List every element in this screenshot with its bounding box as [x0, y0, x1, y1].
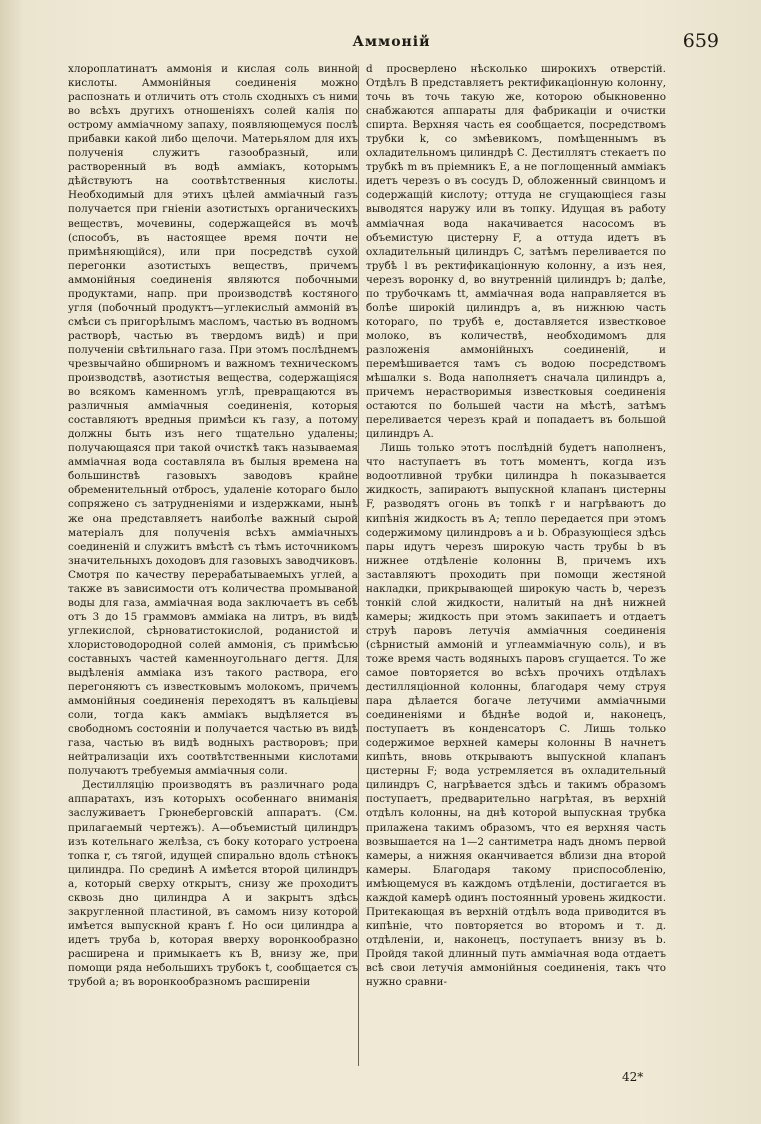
page-number: 659 [682, 30, 719, 52]
paragraph: d просверлено нѣсколько широкихъ отверстій. Отдѣлъ B представляетъ ректификаціонную колонну, точь въ точь такую же, которою обыкновенно снабжаются аппараты для фабрикаціи и очистки спирта. Верхняя часть ея сообщается, посредствомъ трубки k, со змѣевикомъ, помѣщеннымъ въ охладительномъ цилиндрѣ C. Дестиллятъ стекаетъ по трубкѣ m въ пріемникъ E, а не поглощенный аммiакъ идетъ черезъ o въ сосудъ D, обложенный свинцомъ и содержащій кислоту; оттуда не сгущающіеся газы выводятся наружу или въ топку. Идущая въ работу аммiачная вода накачивается насосомъ въ объемистую цистерну F, а оттуда идетъ въ охладительный цилиндръ C, затѣмъ переливается по трубѣ l въ ректификаціонную колонну, а изъ нея, черезъ воронку d, во внутренній цилиндръ b; далѣе, по трубочкамъ tt, аммiачная вода направляется въ болѣе широкій цилиндръ a, въ нижнюю часть котораго, по трубѣ e, доставляется известковое молоко, въ количествѣ, необходимомъ для разложенія аммонійныхъ соединеній, и перемѣшивается тамъ съ водою посредствомъ мѣшалки s. Вода наполняетъ сначала цилиндръ a, причемъ нерастворимыя известковыя соединенія остаются по большей части на мѣстѣ, затѣмъ переливается черезъ край и попадаетъ въ большой цилиндръ A. [366, 63, 666, 441]
left-column [68, 62, 358, 989]
page-title: Аммоній [352, 34, 431, 50]
running-head [64, 30, 719, 54]
signature-mark: 42* [622, 1070, 644, 1084]
column-divider [358, 66, 359, 1066]
right-column [366, 62, 666, 989]
paragraph: хлороплатинатъ аммонія и кислая соль винной кислоты. Аммонійныя соединенія можно распознать и отличить отъ столь сходныхъ съ ними во всѣхъ другихъ отношеніяхъ солей калія по острому аммiачному запаху, появляющемуся послѣ прибавки какой либо щелочи. Матерьялом для ихъ полученія служитъ газообразный, или растворенный въ водѣ аммiакъ, которымъ дѣйствуютъ на соотвѣтственныя кислоты. Необходимый для этихъ цѣлей аммiачный газъ получается при гніеніи азотистыхъ органическихъ веществъ, мочевины, содержащейся въ мочѣ (способъ, въ настоящее время почти не примѣняющійся), или при посредствѣ сухой перегонки азотистыхъ веществъ, причемъ аммонійныя соединенія являются побочными продуктами, напр. при производствѣ костяного угля (побочный продуктъ—углекислый аммоній въ смѣси съ пригорѣлымъ масломъ, частью въ водномъ растворѣ, частью въ твердомъ видѣ) и при полученіи свѣтильнаго газа. При этомъ послѣднемъ чрезвычайно обширномъ и важномъ техническомъ производствѣ, азотистыя вещества, содержащіяся во всякомъ каменномъ углѣ, превращаются въ различныя аммiачныя соединенія, которыя составляютъ вредныя примѣси къ газу, а потому должны быть изъ него тщательно удалены; получающаяся при такой очисткѣ такъ называемая аммiачная вода составляла въ былыя времена на большинствѣ газовыхъ заводовъ крайне обременительный отбросъ, удаленіе котораго было сопряжено съ затрудненіями и издержками, нынѣ же она представляетъ наиболѣе важный сырой матеріалъ для полученія всѣхъ аммiачныхъ соединеній и служитъ вмѣстѣ съ тѣмъ источникомъ значительныхъ доходовъ для газовыхъ заводчиковъ. Смотря по качеству перерабатываемыхъ углей, а также въ зависимости отъ количества промываной воды для газа, аммiачная вода заключаетъ въ себѣ отъ 3 до 15 граммовъ аммiака на литръ, въ видѣ углекислой, сѣрноватистокислой, роданистой и хлористоводородной солей аммонія, съ примѣсью составныхъ частей каменноугольнаго дегтя. Для выдѣленія аммiака изъ такого раствора, его перегоняютъ съ известковымъ молокомъ, причемъ аммонійныя соединенія переходятъ въ кальціевы соли, тогда какъ аммiакъ выдѣляется въ свободномъ состояніи и получается частью въ видѣ газа, частью въ видѣ водныхъ растворовъ; при нейтрализаціи ихъ соотвѣтственными кислотами получаютъ требуемыя аммiачныя соли. [68, 63, 358, 778]
paragraph: Лишь только этотъ послѣдній будетъ наполненъ, что наступаетъ въ тотъ моментъ, когда изъ водоотливной трубки цилиндра h показывается жидкость, запираютъ выпускной клапанъ цистерны F, разводятъ огонь въ топкѣ r и нагрѣваютъ до кипѣнія жидкость въ A; тепло передается при этомъ содержимому цилиндровъ a и b. Образующіеся здѣсь пары идутъ черезъ широкую часть трубы b въ нижнее отдѣленіе колонны B, причемъ ихъ заставляютъ проходить при помощи жестяной накладки, прикрывающей широкую часть b, черезъ тонкій слой жидкости, налитый на днѣ нижней камеры; жидкость при этомъ закипаетъ и отдаетъ струѣ паровъ летучія аммiачныя соединенія (сѣрнистый аммоній и углеаммiачную соль), и въ тоже время часть водяныхъ паровъ сгущается. То же самое повторяется во всѣхъ прочихъ отдѣлахъ дестилляціонной колонны, благодаря чему струя пара дѣлается богаче летучими аммiачными соединеніями и бѣднѣе водой и, наконецъ, поступаетъ въ конденсаторъ C. Лишь только содержимое верхней камеры колонны B начнетъ кипѣть, вновь открываютъ выпускной клапанъ цистерны F; вода устремляется въ охладительный цилиндръ C, нагрѣвается здѣсь и такимъ образомъ поступаетъ, предварительно нагрѣтая, въ верхній отдѣлъ колонны, на днѣ которой выпускная трубка прилажена такимъ образомъ, что ея верхняя часть возвышается на 1—2 сантиметра надъ дномъ первой камеры, а нижняя оканчивается вблизи дна второй камеры. Благодаря такому приспособленію, имѣющемуся въ каждомъ отдѣленіи, достигается въ каждой камерѣ одинъ постоянный уровень жидкости. Притекающая въ верхній отдѣлъ вода приводится въ кипѣніе, что повторяется во второмъ и т. д. отдѣленіи, и, наконецъ, поступаетъ внизу въ b. Пройдя такой длинный путь аммiачная вода отдаетъ всѣ свои летучія аммонійныя соединенія, такъ что нужно сравни- [366, 442, 666, 989]
paragraph: Дестилляцію производятъ въ различнаго рода аппаратахъ, изъ которыхъ особеннаго вниманія заслуживаетъ Грюнеберговскій аппаратъ. (См. прилагаемый чертежъ). А—объемистый цилиндръ изъ котельнаго желѣза, съ боку котораго устроена топка r, съ тягой, идущей спирально вдоль стѣнокъ цилиндра. По срединѣ А имѣется второй цилиндръ a, который сверху открытъ, снизу же проходитъ сквозь дно цилиндра А и закрытъ здѣсь закругленной пластиной, въ самомъ низу которой имѣется выпускной кранъ f. Но оси цилиндра a идетъ труба b, которая вверху воронкообразно расширена и примыкаетъ къ B, внизу же, при помощи ряда небольшихъ трубокъ t, сообщается съ трубой a; въ воронкообразномъ расширеніи [68, 779, 358, 989]
